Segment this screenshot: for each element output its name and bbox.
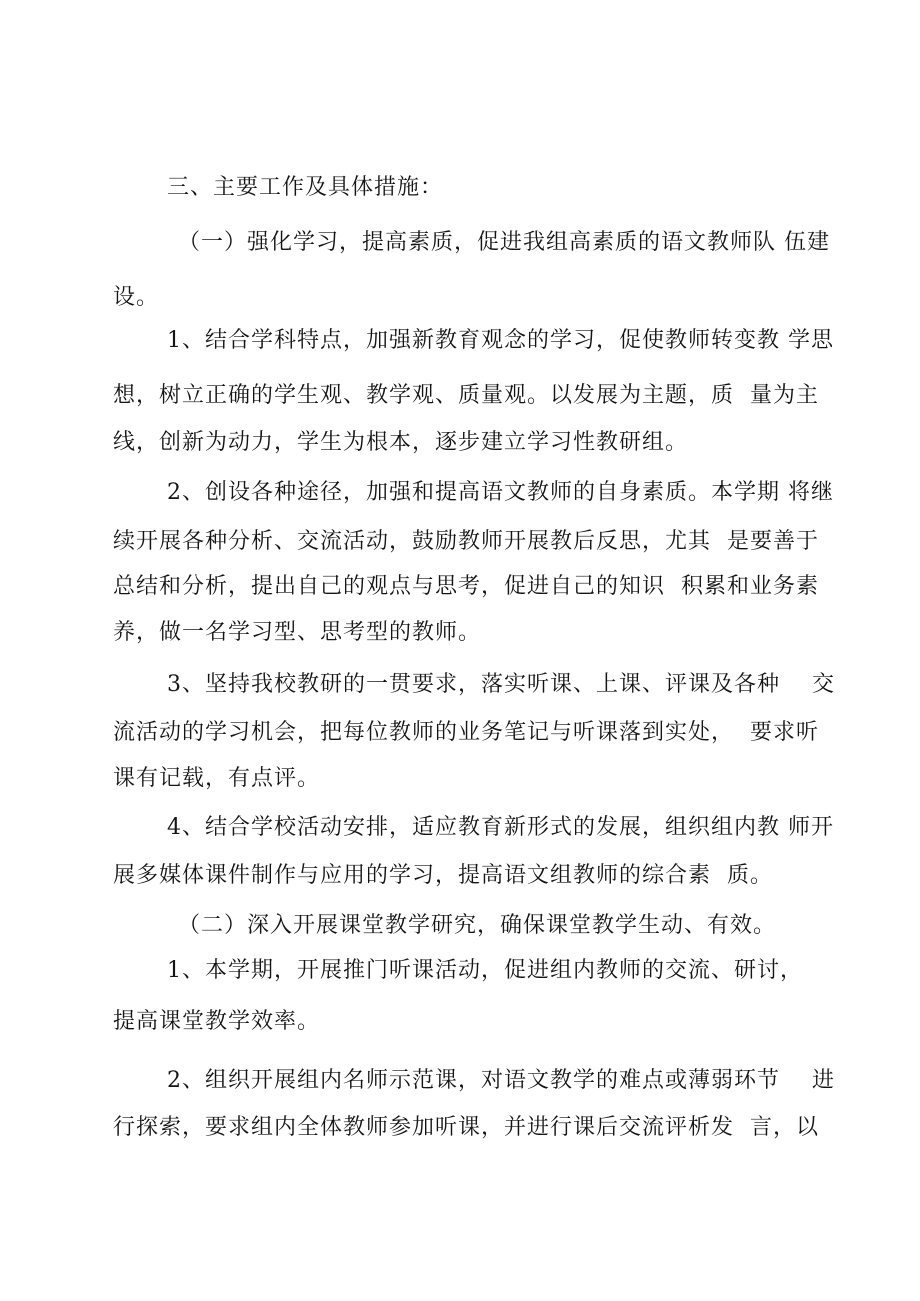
paragraph-line: 线，创新为动力，学生为根本，逐步建立学习性教研组。 xyxy=(113,430,689,455)
paragraph-line: 3、坚持我校教研的一贯要求，落实听课、上课、评课及各种 交 xyxy=(167,672,835,697)
subsection-heading: （二）深入开展课堂教学研究，确保课堂教学生动、有效。 xyxy=(178,913,777,938)
paragraph-line: 4、结合学校活动安排，适应教育新形式的发展，组织组内教 师开 xyxy=(167,815,834,840)
paragraph-line: 想，树立正确的学生观、教学观、质量观。以发展为主题，质 量为主 xyxy=(113,383,819,408)
subsection-heading: （一）强化学习，提高素质，促进我组高素质的语文教师队 伍建 xyxy=(178,230,830,255)
paragraph-line: 养，做一名学习型、思考型的教师。 xyxy=(113,620,482,645)
paragraph-line: 流活动的学习机会，把每位教师的业务笔记与听课落到实处， 要求听 xyxy=(113,720,819,745)
section-heading: 三、主要工作及具体措施： xyxy=(167,175,444,200)
paragraph-line: 1、本学期，开展推门听课活动，促进组内教师的交流、研讨， xyxy=(167,958,803,983)
paragraph-line: 行探索，要求组内全体教师参加听课，并进行课后交流评析发 言，以 xyxy=(113,1115,819,1140)
paragraph-line: 提高课堂教学效率。 xyxy=(113,1009,321,1034)
paragraph-line: 课有记载，有点评。 xyxy=(113,766,321,791)
paragraph-line: 总结和分析，提出自己的观点与思考，促进自己的知识 积累和业务素 xyxy=(113,574,819,599)
paragraph-line: 2、创设各种途径，加强和提高语文教师的自身素质。本学期 将继 xyxy=(167,480,834,505)
paragraph-line: 设。 xyxy=(113,285,160,310)
paragraph-line: 2、组织开展组内名师示范课，对语文教学的难点或薄弱环节 进 xyxy=(167,1068,835,1093)
paragraph-line: 1、结合学科特点，加强新教育观念的学习，促使教师转变教 学思 xyxy=(167,328,834,353)
paragraph-line: 展多媒体课件制作与应用的学习，提高语文组教师的综合素 质。 xyxy=(113,863,773,888)
paragraph-line: 续开展各种分析、交流活动，鼓励教师开展教后反思，尤其 是要善于 xyxy=(113,529,819,554)
